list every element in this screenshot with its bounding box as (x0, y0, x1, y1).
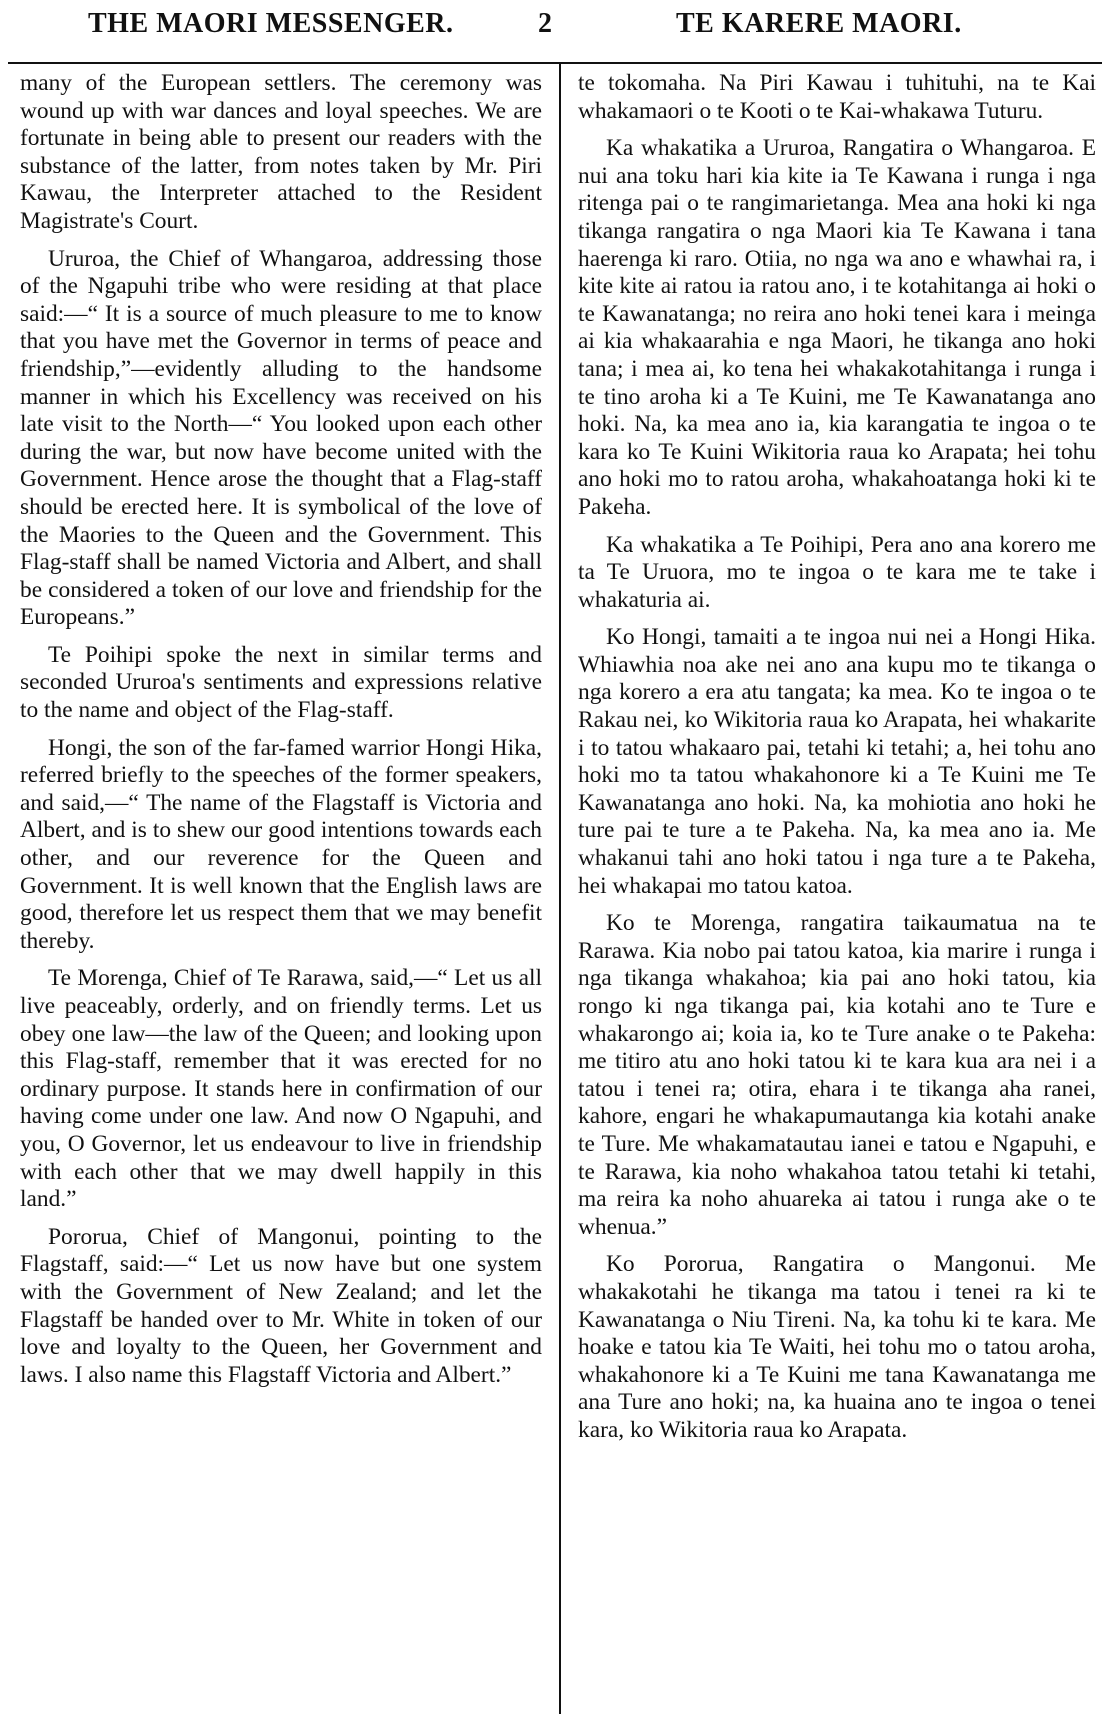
english-column (20, 70, 542, 1715)
page-header (0, 0, 1114, 58)
header-rule (8, 62, 1102, 64)
maori-column (578, 70, 1096, 1715)
english-paragraph: Pororua, Chief of Mangonui, pointing to the Flagstaff, said:—“ Let us now have but one system with the Government of New Zealand; and let the Flagstaff be handed over to Mr. White in token of our love and loyalty to the Queen, her Government and laws. I also name this Flagstaff Victoria and Albert.” (20, 1223, 542, 1388)
maori-paragraph: Ka whakatika a Ururoa, Rangatira o Whangaroa. E nui ana toku hari kia kite ia Te Kawana i runga i nga ritenga pai o te rangimarietanga. Mea ana hoki ki nga tikanga rangatira o nga Maori kia Te Kawana i tana haerenga ki raro. Otiia, no nga wa ano e whawhai ra, i kite kite ai ratou ia ratou ano, i te kotahitanga ai hoki o te Kawanatanga; no reira ano hoki tenei kara i meinga ai kia whakaarahia e nga Maori, he tikanga ano hoki tana; i mea ai, ko tena hei whakakotahitanga i runga i te tino aroha ki a Te Kuini, me Te Kawanatanga ano hoki. Na, ka mea ano ia, kia karangatia te ingoa o te kara ko Te Kuini Wikitoria raua ko Arapata; hei tohu ano hoki mo to ratou aroha, whakahoatanga hoki ki te Pakeha. (578, 135, 1096, 520)
maori-paragraph: Ko Pororua, Rangatira o Mangonui. Me whakakotahi he tikanga ma tatou i tenei ra ki te Kawanatanga o Niu Tireni. Na, ka tohu ki te kara. Me hoake e tatou kia Te Waiti, hei tohu mo o tatou aroha, whakahonore ki a Te Kuini me tana Kawanatanga me ana Ture ano hoki; na, ka huaina ano te ingoa o tenei kara, ko Wikitoria raua ko Arapata. (578, 1251, 1096, 1443)
maori-paragraph: Ko Hongi, tamaiti a te ingoa nui nei a Hongi Hika. Whiawhia noa ake nei ano ana kupu mo te tikanga o nga korero a era atu tangata; ka mea. Ko te ingoa o te Rakau nei, ko Wikitoria raua ko Arapata, hei whakarite i to tatou whakaaro pai, tetahi ki tetahi; a, hei tohu ano hoki mo ta tatou whakahonore ki a Te Kuini me Te Kawanatanga ano hoki. Na, ka mohiotia ano hoki he ture pai te ture a te Pakeha. Na, ka mea ano ia. Me whakanui tahi ano hoki tatou i nga ture a te Pakeha, hei whakapai mo tatou katoa. (578, 624, 1096, 899)
maori-paragraph: Ko te Morenga, rangatira taikaumatua na te Rarawa. Kia nobo pai tatou katoa, kia marire i runga i nga tikanga whakahoa; kia pai ano hoki tatou, kia rongo ki nga tikanga pai, kia kotahi ano te Ture e whakarongo ai; koia ia, ko te Ture anake o te Pakeha: me titiro atu ano hoki tatou ki te kara kua ara nei i a tatou i tenei ra; otira, ehara i te tikanga aha ranei, kahore, engari he whakapumautanga kia kotahi anake te Ture. Me whakamatautau ianei e tatou e Ngapuhi, e te Rarawa, kia noho whakahoa tatou tetahi ki tetahi, ma reira ka noho ahuareka ai tatou i runga ake o te whenua.” (578, 910, 1096, 1240)
english-paragraph: Hongi, the son of the far-famed warrior Hongi Hika, referred briefly to the speeches of the former speakers, and said,—“ The name of the Flagstaff is Victoria and Albert, and is to shew our good intentions towards each other, and our reverence for the Queen and Government. It is well known that the English laws are good, therefore let us respect them that we may benefit thereby. (20, 734, 542, 954)
english-paragraph: Te Poihipi spoke the next in similar terms and seconded Ururoa's sentiments and expressions relative to the name and object of the Flag-staff. (20, 641, 542, 724)
maori-paragraph: te tokomaha. Na Piri Kawau i tuhituhi, na te Kai whakamaori o te Kooti o te Kai-whakawa Tuturu. (578, 70, 1096, 124)
maori-paragraph: Ka whakatika a Te Poihipi, Pera ano ana korero me ta Te Uruora, mo te ingoa o te kara me te take i whakaturia ai. (578, 531, 1096, 613)
maori-masthead: TE KARERE MAORI. (676, 8, 962, 39)
english-paragraph: Ururoa, the Chief of Whangaroa, addressing those of the Ngapuhi tribe who were residing at that place said:—“ It is a source of much pleasure to me to know that you have met the Governor in terms of peace and friendship,”—evidently alluding to the handsome manner in which his Excellency was received on his late visit to the North—“ You looked upon each other during the war, but now have become united with the Government. Hence arose the thought that a Flag-staff should be erected here. It is symbolical of the love of the Maories to the Queen and the Government. This Flag-staff shall be named Victoria and Albert, and shall be considered a token of our love and friendship for the Europeans.” (20, 245, 542, 631)
english-paragraph: Te Morenga, Chief of Te Rarawa, said,—“ Let us all live peaceably, orderly, and on friendly terms. Let us obey one law—the law of the Queen; and looking upon this Flag-staff, remember that it was erected for no ordinary purpose. It stands here in confirmation of our having come under one law. And now O Ngapuhi, and you, O Governor, let us endeavour to live in friendship with each other that we may dwell happily in this land.” (20, 965, 542, 1213)
english-paragraph: many of the European settlers. The ceremony was wound up with war dances and loyal speeches. We are fortunate in being able to present our readers with the substance of the latter, from notes taken by Mr. Piri Kawau, the Interpreter attached to the Resident Magistrate's Court. (20, 70, 542, 234)
english-masthead: THE MAORI MESSENGER. (88, 8, 454, 39)
column-divider (559, 64, 561, 1714)
page-number: 2 (538, 8, 553, 39)
